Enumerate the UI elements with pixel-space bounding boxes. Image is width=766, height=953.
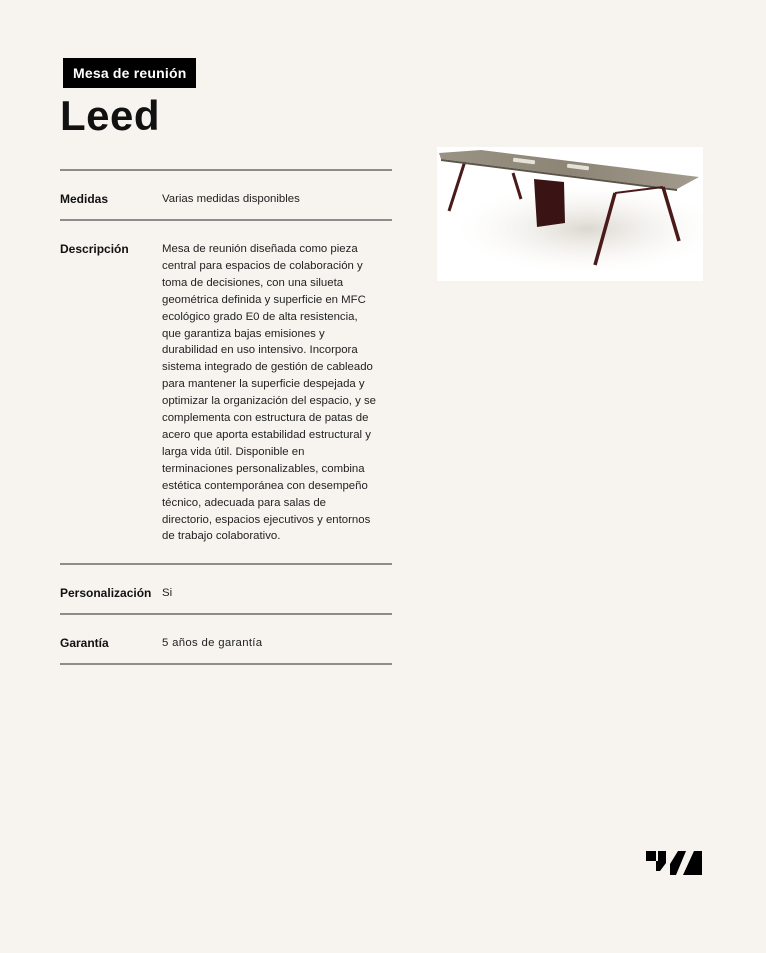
spec-value-descripcion: Mesa de reunión diseñada como pieza central para espacios de colaboración y toma de decisiones, con una silueta geométrica definida y superficie en MFC ecológico grado E0 de alta resistencia, que garantiza bajas emisiones y durabilidad en uso intensivo. Incorpora sistema integrado de gestión de cableado para mantener la superficie despejada y optimizar la organización del espacio, y se complementa con estructura de patas de acero que aporta estabilidad estructural y larga vida útil. Disponible en terminaciones personalizables, combina estética contemporánea con desempeño técnico, adecuada para salas de directorio, espacios ejecutivos y entornos de trabajo colaborativo. [162,243,377,543]
spec-label-personalizacion: Personalización [60,586,152,600]
spec-value-personalizacion: Si [162,587,173,599]
spec-row-medidas [60,171,392,221]
meeting-table-image [437,147,703,281]
spec-label-descripcion: Descripción [60,242,129,256]
category-badge: Mesa de reunión [63,58,196,88]
brand-logo-icon [646,850,703,876]
spec-row-personalizacion [60,565,392,615]
product-title: Leed [60,92,161,139]
spec-row-garantia [60,615,392,665]
spec-label-medidas: Medidas [60,192,109,206]
spec-label-garantia: Garantía [60,636,109,650]
specs-table [60,169,392,665]
spec-value-garantia: 5 años de garantía [162,637,263,649]
spec-row-descripcion [60,221,392,565]
spec-value-medidas: Varias medidas disponibles [162,193,300,205]
table-center-panel [534,179,565,227]
